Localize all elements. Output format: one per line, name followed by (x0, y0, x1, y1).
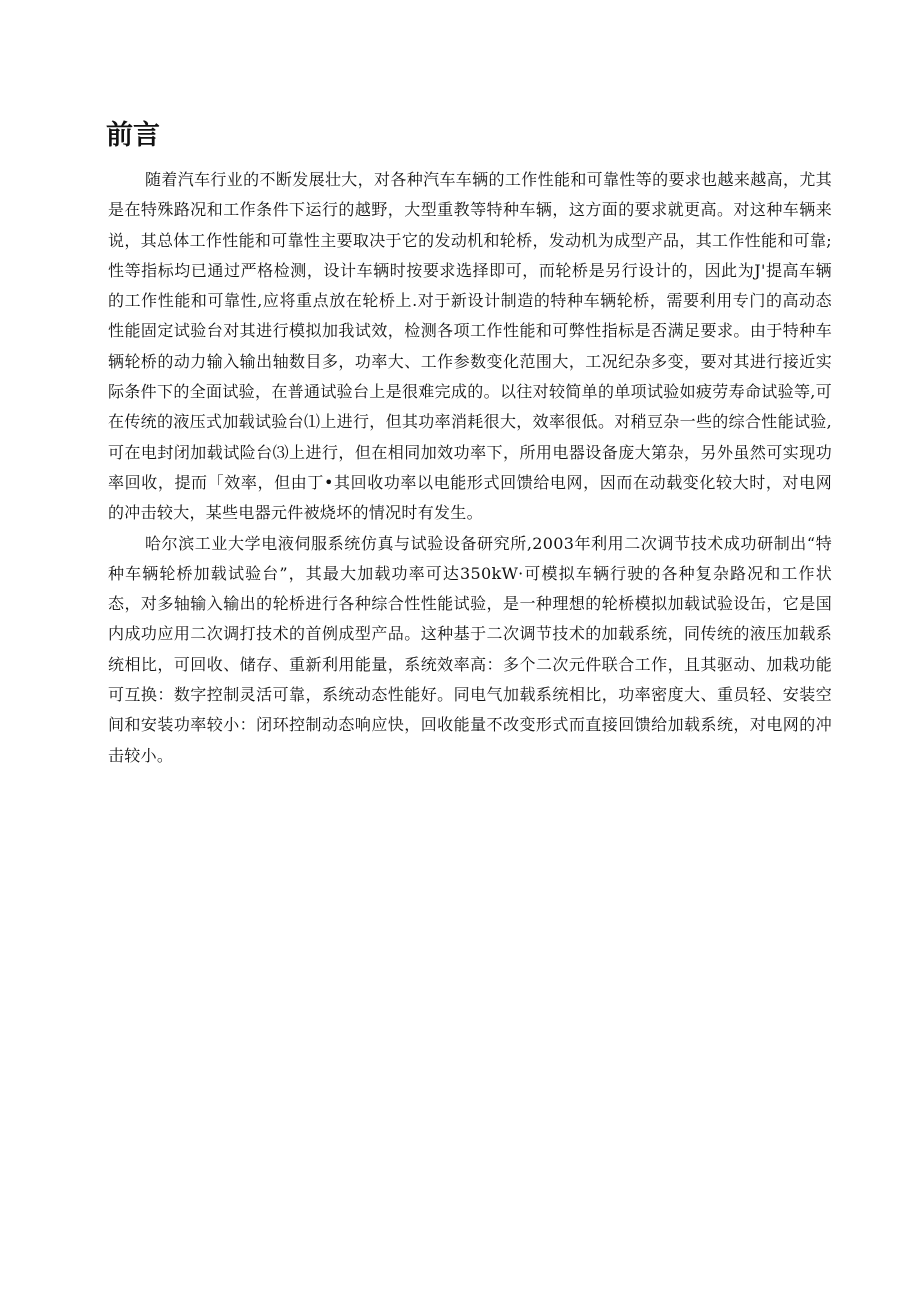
document-title: 前言 (106, 120, 160, 151)
document-body (108, 165, 832, 771)
paragraph-1: 随着汽车行业的不断发展壮大，对各种汽车车辆的工作性能和可靠性等的要求也越来越高，尤其是在特殊路况和工作条件下运行的越野，大型重教等特种车辆，这方面的要求就更高。对这种车辆来说，其总体工作性能和可靠性主要取决于它的发动机和轮桥，发动机为成型产品，其工作性能和可靠;性等指标均已通过严格检测，设计车辆时按要求选择即可，而轮桥是另行设计的，因此为J'提高车辆的工作性能和可靠性,应将重点放在轮桥上.对于新设计制造的特种车辆轮桥，需要利用专门的高动态性能固定试验台对其进行模拟加我试效，检测各项工作性能和可弊性指标是否满足要求。由于特种车辆轮桥的动力输入输出轴数目多，功率大、工作参数变化范围大，工况纪杂多变，要对其进行接近实际条件下的全面试验，在普通试验台上是很难完成的。以往对较简单的单项试验如疲劳寿命试验等,可在传统的液压式加载试验台⑴上进行，但其功率消耗很大，效率很低。对稍豆杂一些的综合性能试验,可在电封闭加载试险台⑶上进行，但在相同加效功率下，所用电器设备庞大第杂，另外虽然可实现功率回收，提而「效率，但由丁•其回收功率以电能形式回馈给电网，因而在动载变化较大时，对电网的冲击较大，某些电器元件被烧坏的情况时有发生。 (108, 170, 832, 523)
paragraph-2: 哈尔滨工业大学电液伺服系统仿真与试验设备研究所,2003年利用二次调节技术成功研制出“特种车辆轮桥加载试验台”，其最大加载功率可达350kW·可模拟车辆行驶的各种复杂路况和工作状态，对多轴输入输出的轮桥进行各种综合性性能试验，是一种理想的轮桥模拟加载试验设缶，它是国内成功应用二次调打技术的首例成型产品。这种基于二次调节技术的加载系统，同传统的液压加载系统相比，可回收、储存、重新利用能量，系统效率高：多个二次元件联合工作，且其驱动、加栽功能可互换：数字控制灵活可靠，系统动态性能好。同电气加载系统相比，功率密度大、重员轻、安装空间和安装功率较小：闭环控制动态响应快，回收能量不改变形式而直接回馈给加载系统，对电网的冲击较小。 (108, 533, 832, 765)
